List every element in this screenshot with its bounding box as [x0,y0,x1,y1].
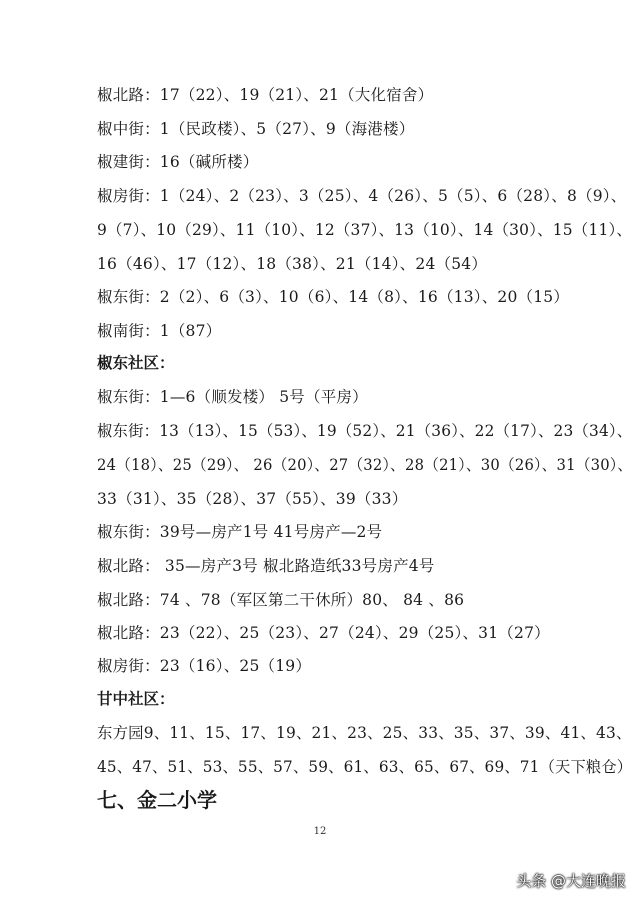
text-line: 45、47、51、53、55、57、59、61、63、65、67、69、71（天下粮仓） [97,758,633,776]
section-title-jiner-school: 七、金二小学 [97,788,217,812]
section-heading-jiaodong: 椒东社区： [97,354,175,372]
text-line: 椒东街：39号—房产1号 41号房产—2号 [97,523,383,541]
text-line: 椒南街：1（87） [97,322,222,340]
page-number: 12 [313,826,327,837]
text-line: 椒北路：23（22）、25（23）、27（24）、29（25）、31（27） [97,624,550,642]
text-line: 椒中街：1（民政楼）、5（27）、9（海港楼） [97,120,415,138]
text-line: 16（46）、17（12）、18（38）、21（14）、24（54） [97,255,488,273]
text-line: 24（18）、25（29）、 26（20）、27（32）、28（21）、30（26）、31（30）、 [97,456,633,474]
text-line: 东方园9、11、15、17、19、21、23、25、33、35、37、39、41、43、 [97,724,632,742]
text-line: 椒东街：2（2）、6（3）、10（6）、14（8）、16（13）、20（15） [97,288,570,306]
text-line: 椒建街：16（碱所楼） [97,153,259,171]
text-line: 椒东街：13（13）、15（53）、19（52）、21（36）、22（17）、23（34）、 [97,422,633,440]
section-heading-ganzhong: 甘中社区： [97,690,175,708]
text-line: 9（7）、10（29）、11（10）、12（37）、13（10）、14（30）、15（11）、 [97,221,633,239]
watermark: 头条 @大连晚报 [516,872,626,890]
text-line: 椒北路： 35—房产3号 椒北路造纸33号房产4号 [97,557,435,575]
text-line: 椒房街：1（24）、2（23）、3（25）、4（26）、5（5）、6（28）、8（9）、 [97,187,627,205]
text-line: 33（31）、35（28）、37（55）、39（33） [97,490,408,508]
text-line: 椒北路：17（22）、19（21）、21（大化宿舍） [97,86,434,104]
text-line: 椒东街：1—6（顺发楼） 5号（平房） [97,388,368,406]
text-line: 椒房街：23（16）、25（19） [97,657,312,675]
text-line: 椒北路：74 、78（军区第二干休所）80、 84 、86 [97,591,465,609]
